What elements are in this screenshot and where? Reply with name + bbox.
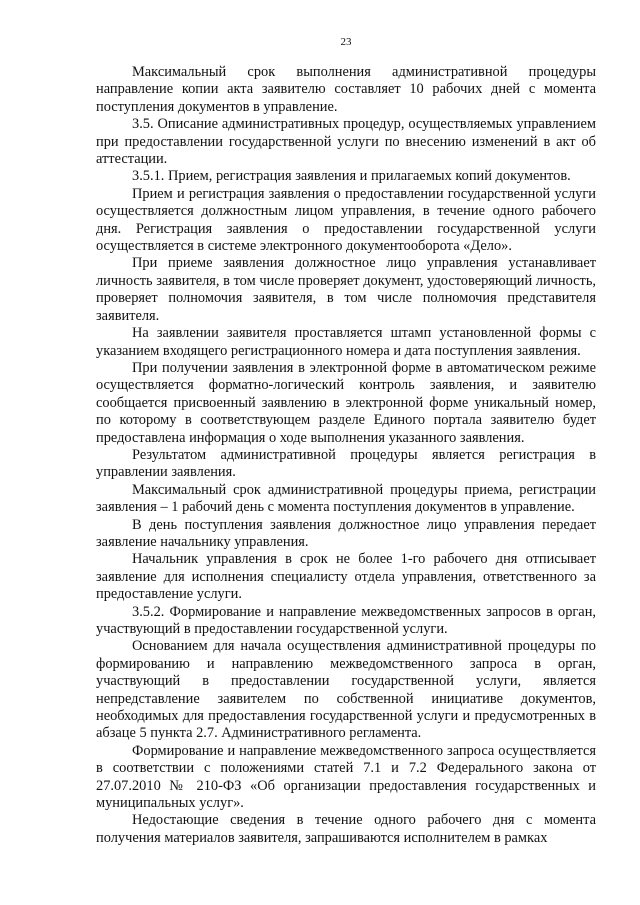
paragraph: В день поступления заявления должностное лицо управления передает заявление начальнику управления. — [96, 516, 596, 550]
paragraph: Прием и регистрация заявления о предоставлении государственной услуги осуществляется должностным лицом управления, в течение одного рабочего дня. Регистрация заявления о предоставлении государственной услуги осуществляется в системе электронного документооборота «Дело». — [96, 185, 596, 255]
paragraph: 3.5. Описание административных процедур, осуществляемых управлением при предоставлении государственной услуги по внесению изменений в акт об аттестации. — [96, 116, 596, 168]
paragraph: При приеме заявления должностное лицо управления устанавливает личность заявителя, в том числе проверяет документ, удостоверяющий личность, проверяет полномочия заявителя, в том числе полномочия представителя заявителя. — [96, 255, 596, 324]
paragraph: Результатом административной процедуры является регистрация в управлении заявления. — [96, 446, 596, 481]
paragraph: Максимальный срок административной процедуры приема, регистрации заявления – 1 рабочий день с момента поступления документов в управление. — [96, 481, 596, 516]
paragraph: При получении заявления в электронной форме в автоматическом режиме осуществляется форматно-логический контроль заявления, и заявителю сообщается присвоенный заявлению в электронной форме уникальный номер, по которому в соответствующем разделе Единого портала заявителю будет предоставлена информация о ходе выполнения указанного заявления. — [96, 359, 596, 446]
document-body — [96, 64, 596, 847]
paragraph: Формирование и направление межведомственного запроса осуществляется в соответствии с положениями статей 7.1 и 7.2 Федерального закона от 27.07.2010 № 210-ФЗ «Об организации предоставления государственных и муниципальных услуг». — [96, 742, 596, 812]
page-number: 23 — [340, 36, 352, 48]
paragraph: Начальник управления в срок не более 1-го рабочего дня отписывает заявление для исполнения специалисту отдела управления, ответственного за предоставление услуги. — [96, 551, 596, 603]
paragraph: Основанием для начала осуществления административной процедуры по формированию и направлению межведомственного запроса в орган, участвующий в предоставлении государственной услуги, является непредставление заявителем по собственной инициативе документов, необходимых для предоставления государственной услуги и предусмотренных в абзаце 5 пункта 2.7. Административного регламента. — [96, 638, 596, 742]
paragraph: Максимальный срок выполнения административной процедуры направление копии акта заявителю составляет 10 рабочих дней с момента поступления документов в управление. — [96, 64, 596, 115]
paragraph: На заявлении заявителя проставляется штамп установленной формы с указанием входящего регистрационного номера и дата поступления заявления. — [96, 325, 596, 359]
paragraph: 3.5.1. Прием, регистрация заявления и прилагаемых копий документов. — [132, 168, 571, 185]
paragraph: Недостающие сведения в течение одного рабочего дня с момента получения материалов заявителя, запрашиваются исполнителем в рамках — [96, 812, 596, 846]
paragraph: 3.5.2. Формирование и направление межведомственных запросов в орган, участвующий в предоставлении государственной услуги. — [96, 603, 596, 637]
